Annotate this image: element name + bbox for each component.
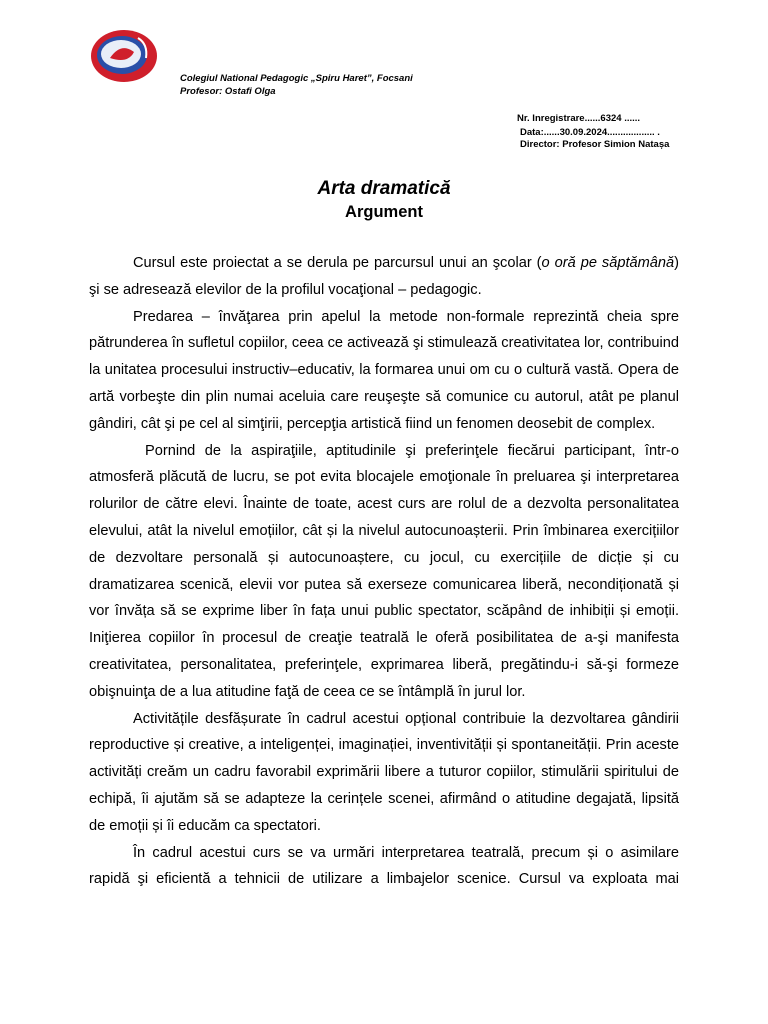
document-title: Arta dramatică [317,178,451,199]
registration-date: Data:......30.09.2024.................. . [520,127,660,138]
document-subtitle: Argument [345,203,423,221]
school-name: Colegiul National Pedagogic „Spiru Haret”, Focsani [180,73,413,84]
paragraph-5: În cadrul acestui curs se va urmări interpretarea teatrală, precum și o asimilare rapidă şi eficientă a tehnicii de utilizare a limbajelor scenice. Cursul va exploata mai [89,844,679,888]
paragraph-1-text-a: Cursul este proiectat a se derula pe parcursul unui an şcolar ( [133,255,542,271]
paragraph-3: Pornind de la aspiraţiile, aptitudinile şi preferinţele fiecărui participant, într-o atmosferă plăcută de lucru, se pot evita blocajele emoţionale în preluarea şi interpretarea rolurilor de către elevi. Înainte de toate, acest curs are rolul de a dezvolta personalitatea elevului, atât la nivelul emoțiilor, cât și la nivelul autocunoașterii. Prin îmbinarea exercițiilor de dezvoltare personală și autocunoaștere, cu jocul, cu exercițiile de dicție și cu dramatizarea scenică, elevii vor putea să exerseze comunicarea liberă, necondiționată și vor învăța să se exprime liber în fața unui public spectator, scăpând de inhibiții și emoții. Iniţierea copiilor în procesul de creaţie teatrală le oferă posibilitatea de a-şi manifesta creativitatea, personalitatea, preferinţele, exprimarea liberă, pregătindu-i să-şi formeze obişnuinţa de a lua atitudine faţă de ceea ce se întâmplă în jurul lor. [89,442,679,700]
teacher-name: Profesor: Ostafi Olga [180,86,276,97]
paragraph-1-text-c: ) şi se adresează elevilor de la profilul vocaţional – pedagogic. [89,255,680,298]
paragraph-1-emphasis: o oră pe săptămână [541,255,675,271]
director-signature-line: Director: Profesor Simion Natașa [520,139,670,150]
paragraph-2: Predarea – învăţarea prin apelul la metode non-formale reprezintă cheia spre pătrunderea în sufletul copiilor, ceea ce activează şi stimulează creativitatea lor, contribuind la unitatea procesului instructiv–educativ, la formarea unui om cu o cultură vastă. Opera de artă vorbeşte din plin numai aceluia care reuşeşte să comunice cu autorul, atât pe planul gândiri, cât şi pe cel al simţirii, percepţia artistică fiind un fenomen deosebit de complex. [89,308,679,432]
paragraph-4: Activitățile desfășurate în cadrul acestui opțional contribuie la dezvoltarea gândirii reproductive și creative, a inteligenței, imaginației, inventivității și spontaneității. Prin aceste activități creăm un cadru favorabil exprimării libere a tuturor copiilor, stimulării spiritului de echipă, îi ajutăm să se adapteze la cerințele scenei, afirmând o atitudine degajată, lipsită de emoții și îi educăm ca spectatori. [89,710,679,834]
school-logo [88,28,160,84]
paragraph-1 [89,250,679,304]
document-body [89,250,679,893]
registration-number: Nr. Inregistrare......6324 ...... [517,113,641,124]
